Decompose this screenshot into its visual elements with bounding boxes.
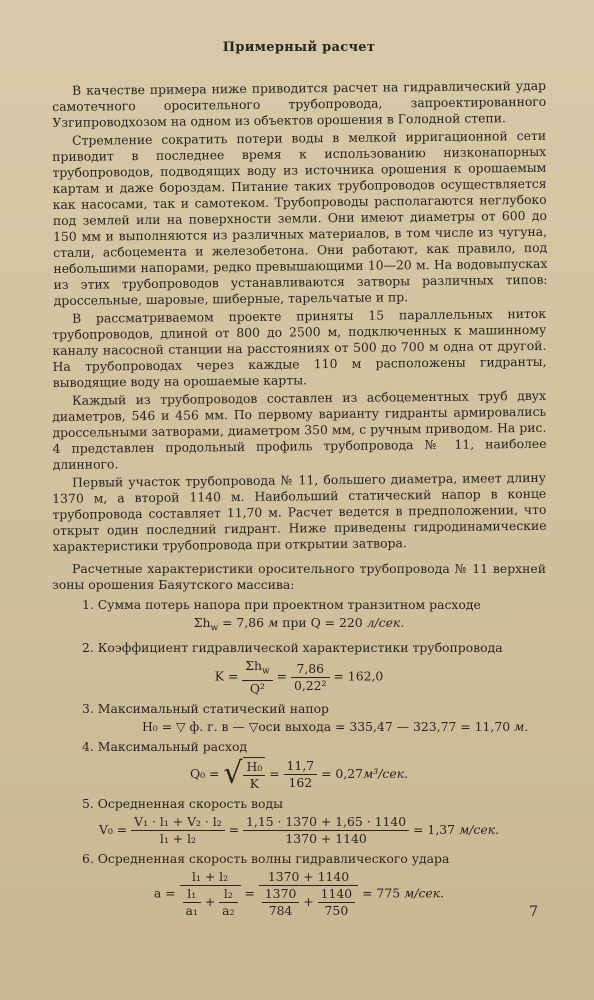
calc-item-5-label: 5. Осредненная скорость воды bbox=[82, 795, 283, 811]
formula-mean-velocity: V₀ = $\frac{\text{V₁ · l₁ + V₂ · l₂}}{\text{l₁ + l₂}}$ = $\frac{1,15 \cdot 1370 + 1,65 \cdot 1140}{1370 + 1140}$ = 1,37 м/сек. bbox=[98, 813, 500, 846]
paragraph-1: В качестве примера ниже приводится расчет на гидравлический удар самотечного оросительного трубопровода, запроектированного Узгипроводхозом на одном из объектов орошения в Голодной степи. bbox=[52, 77, 547, 130]
page-number: 7 bbox=[529, 904, 538, 920]
fraction: $\frac{11,7}{162}$ bbox=[284, 758, 318, 791]
calc-item-1-label: 1. Сумма потерь напора при проектном транзитном расходе bbox=[82, 597, 481, 612]
calc-item-6-label: 6. Осредненная скорость волны гидравлического удара bbox=[82, 850, 450, 866]
formula-max-flow: Q₀ = √ $\frac{\text{H₀}}{K}$ = $\frac{11,7}{162}$ = 0,27м³/сек. bbox=[189, 756, 409, 792]
formula-head-loss: $\Sigma h_w = 7,86$ м при Q = 220 л/сек. bbox=[193, 615, 405, 634]
paragraph-5: Первый участок трубопровода № 11, большего диаметра, имеет длину 1370 м, а второй 1140 м. Наибольший статический напор в конце трубопровода составляет 11,70 м. Расчет ведется в предположении, что открыт один последний гидрант. Ниже приведены гидродинамические характеристики трубопровода при открытии затвора. bbox=[52, 469, 547, 554]
calc-intro: Расчетные характеристики оросительного трубопровода № 11 верхней зоны орошения Баяутского массива: bbox=[52, 561, 546, 592]
paragraph-4: Каждый из трубопроводов составлен из асбоцементных труб двух диаметров, 546 и 456 мм. По первому варианту гидранты армировались дроссельными затворами, диаметром 350 мм, с ручным приводом. На рис. 4 представлен продольный профиль трубопровода № 11, наиболее длинного. bbox=[52, 387, 547, 472]
sqrt-sign-icon: √ bbox=[223, 756, 243, 792]
fraction: $\frac{\Sigma h_w}{\text{Q²}}$ bbox=[242, 658, 272, 696]
page-title: Примерный расчет bbox=[222, 40, 376, 55]
formula-wave-velocity: a = l₁ + l₂ $\frac{\text{l₁}}{\text{a₁}}$ + $\frac{\text{l₂}}{\text{a₂}}$ = 1370 + 1140 $\frac{1370}{784}$ + $\frac{1140}{750}$ = 775 м/сек. bbox=[153, 868, 445, 918]
fraction: l₁ + l₂ $\frac{\text{l₁}}{\text{a₁}}$ + $\frac{\text{l₂}}{\text{a₂}}$ bbox=[180, 869, 241, 919]
page-content bbox=[52, 40, 546, 921]
fraction: $\frac{\text{V₁ · l₁ + V₂ · l₂}}{\text{l₁ + l₂}}$ bbox=[131, 814, 225, 847]
fraction: $\frac{7,86}{\text{0,22²}}$ bbox=[291, 661, 330, 694]
formula-coefficient: K = $\frac{\Sigma h_w}{\text{Q²}}$ = $\frac{7,86}{\text{0,22²}}$ = 162,0 bbox=[214, 658, 384, 696]
fraction: 1370 + 1140 $\frac{1370}{784}$ + $\frac{1140}{750}$ bbox=[259, 869, 358, 919]
calculation-section bbox=[52, 561, 546, 919]
paragraph-2: Стремление сократить потери воды в мелкой ирригационной сети приводит в последнее время к использованию низконапорных трубопроводов, подводящих воду из источника орошения к орошаемым картам и даже бороздам. Питание таких трубопроводов осуществляется как насосами, так и самотеком. Трубопроводы располагаются неглубоко под землей или на поверхности земли. Они имеют диаметры от 600 до 150 мм и выполняются из различных материалов, в том числе из чугуна, стали, асбоцемента и железобетона. Они работают, как правило, под небольшими напорами, редко превышающими 10—20 м. На водовыпусках из этих трубопроводов устанавливаются затворы различных типов: дроссельные, шаровые, шиберные, тарельчатые и пр. bbox=[52, 127, 548, 308]
fraction: $\frac{\text{H₀}}{K}$ bbox=[243, 759, 265, 792]
calc-item-3-label: 3. Максимальный статический напор bbox=[82, 700, 329, 716]
calc-item-2-label: 2. Коэффициент гидравлической характеристики трубопровода bbox=[82, 640, 503, 656]
paragraph-3: В рассматриваемом проекте приняты 15 параллельных ниток трубопроводов, длиной от 800 до 2500 м, подключенных к машинному каналу насосной станции на расстояниях от 500 до 700 м одна от другой. На трубопроводах через каждые 110 м расположены гидранты, выводящие воду на орошаемые карты. bbox=[52, 305, 547, 390]
formula-static-head: H₀ = ▽ ф. г. в — ▽оси выхода = 335,47 — 323,77 = 11,70 м. bbox=[142, 718, 529, 734]
fraction: $\frac{1,15 \cdot 1370 + 1,65 \cdot 1140}{1370 + 1140}$ bbox=[243, 814, 409, 847]
calc-item-4-label: 4. Максимальный расход bbox=[82, 738, 248, 754]
